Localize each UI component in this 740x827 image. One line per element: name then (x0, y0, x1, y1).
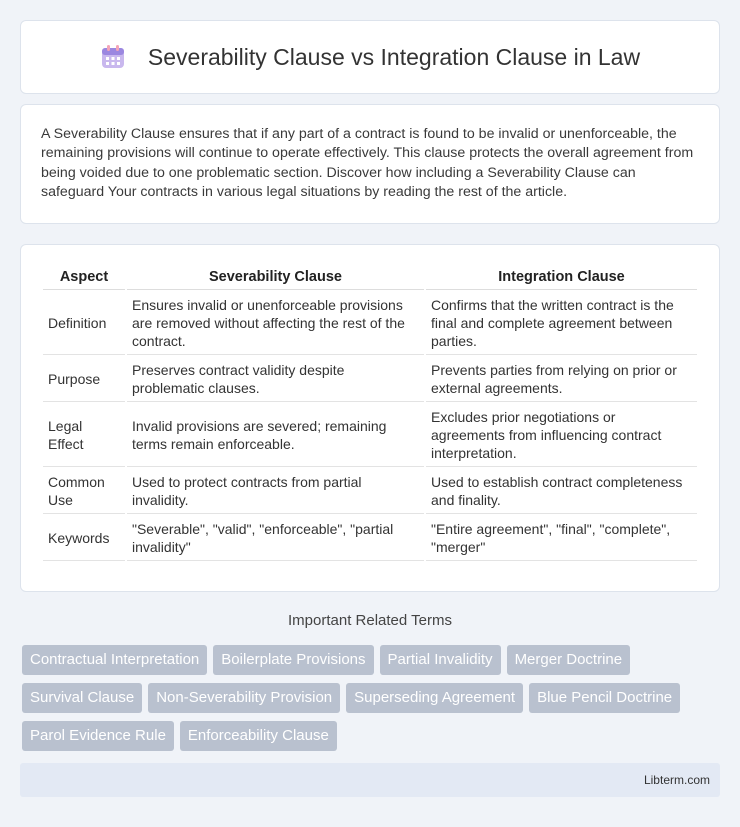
related-term-tag[interactable]: Contractual Interpretation (22, 645, 207, 675)
comparison-card (20, 244, 720, 592)
related-term-tag[interactable]: Non-Severability Provision (148, 683, 340, 713)
intro-card (20, 104, 720, 224)
row-severability: Ensures invalid or unenforceable provisions are removed without affecting the rest of the contract. (127, 292, 424, 355)
page-title: Severability Clause vs Integration Clause in Law (147, 43, 641, 70)
related-term-tag[interactable]: Blue Pencil Doctrine (529, 683, 680, 713)
row-severability: Invalid provisions are severed; remaining terms remain enforceable. (127, 404, 424, 467)
related-terms-title: Important Related Terms (288, 612, 452, 629)
row-integration: Confirms that the written contract is the final and complete agreement between parties. (426, 292, 697, 355)
row-integration: Excludes prior negotiations or agreements from influencing contract interpretation. (426, 404, 697, 467)
related-term-tag[interactable]: Parol Evidence Rule (22, 721, 174, 751)
row-aspect: Definition (43, 292, 125, 355)
related-term-tag[interactable]: Partial Invalidity (380, 645, 501, 675)
comparison-table (41, 263, 699, 563)
row-integration: "Entire agreement", "final", "complete", "merger" (426, 516, 697, 561)
related-term-tag[interactable]: Boilerplate Provisions (213, 645, 373, 675)
table-header-row (43, 265, 697, 290)
table-row (43, 292, 697, 355)
row-aspect: Purpose (43, 357, 125, 402)
table-row (43, 404, 697, 467)
table-row (43, 357, 697, 402)
row-aspect: Keywords (43, 516, 125, 561)
row-aspect: Common Use (43, 469, 125, 514)
related-term-tag[interactable]: Survival Clause (22, 683, 142, 713)
footer-brand-link[interactable]: Libterm.com (643, 773, 710, 787)
row-integration: Prevents parties from relying on prior or external agreements. (426, 357, 697, 402)
row-aspect: Legal Effect (43, 404, 125, 467)
related-term-tag[interactable]: Merger Doctrine (507, 645, 631, 675)
row-severability: Used to protect contracts from partial invalidity. (127, 469, 424, 514)
row-integration: Used to establish contract completeness and finality. (426, 469, 697, 514)
table-row (43, 516, 697, 561)
header-integration: Integration Clause (426, 265, 697, 290)
calendar-icon (100, 44, 126, 70)
footer (20, 763, 720, 797)
header-aspect: Aspect (43, 265, 125, 290)
related-terms-list (22, 645, 722, 751)
title-card (20, 20, 720, 94)
related-term-tag[interactable]: Superseding Agreement (346, 683, 523, 713)
table-row (43, 469, 697, 514)
row-severability: Preserves contract validity despite problematic clauses. (127, 357, 424, 402)
intro-paragraph: A Severability Clause ensures that if any part of a contract is found to be invalid or unenforceable, the remaining provisions will continue to operate effectively. This clause protects the overall agreement from being voided due to one problematic section. Discover how including a Severability Clause can safeguard Your contracts in various legal situations by reading the rest of the article. (41, 126, 694, 201)
row-severability: "Severable", "valid", "enforceable", "partial invalidity" (127, 516, 424, 561)
header-severability: Severability Clause (127, 265, 424, 290)
related-term-tag[interactable]: Enforceability Clause (180, 721, 337, 751)
